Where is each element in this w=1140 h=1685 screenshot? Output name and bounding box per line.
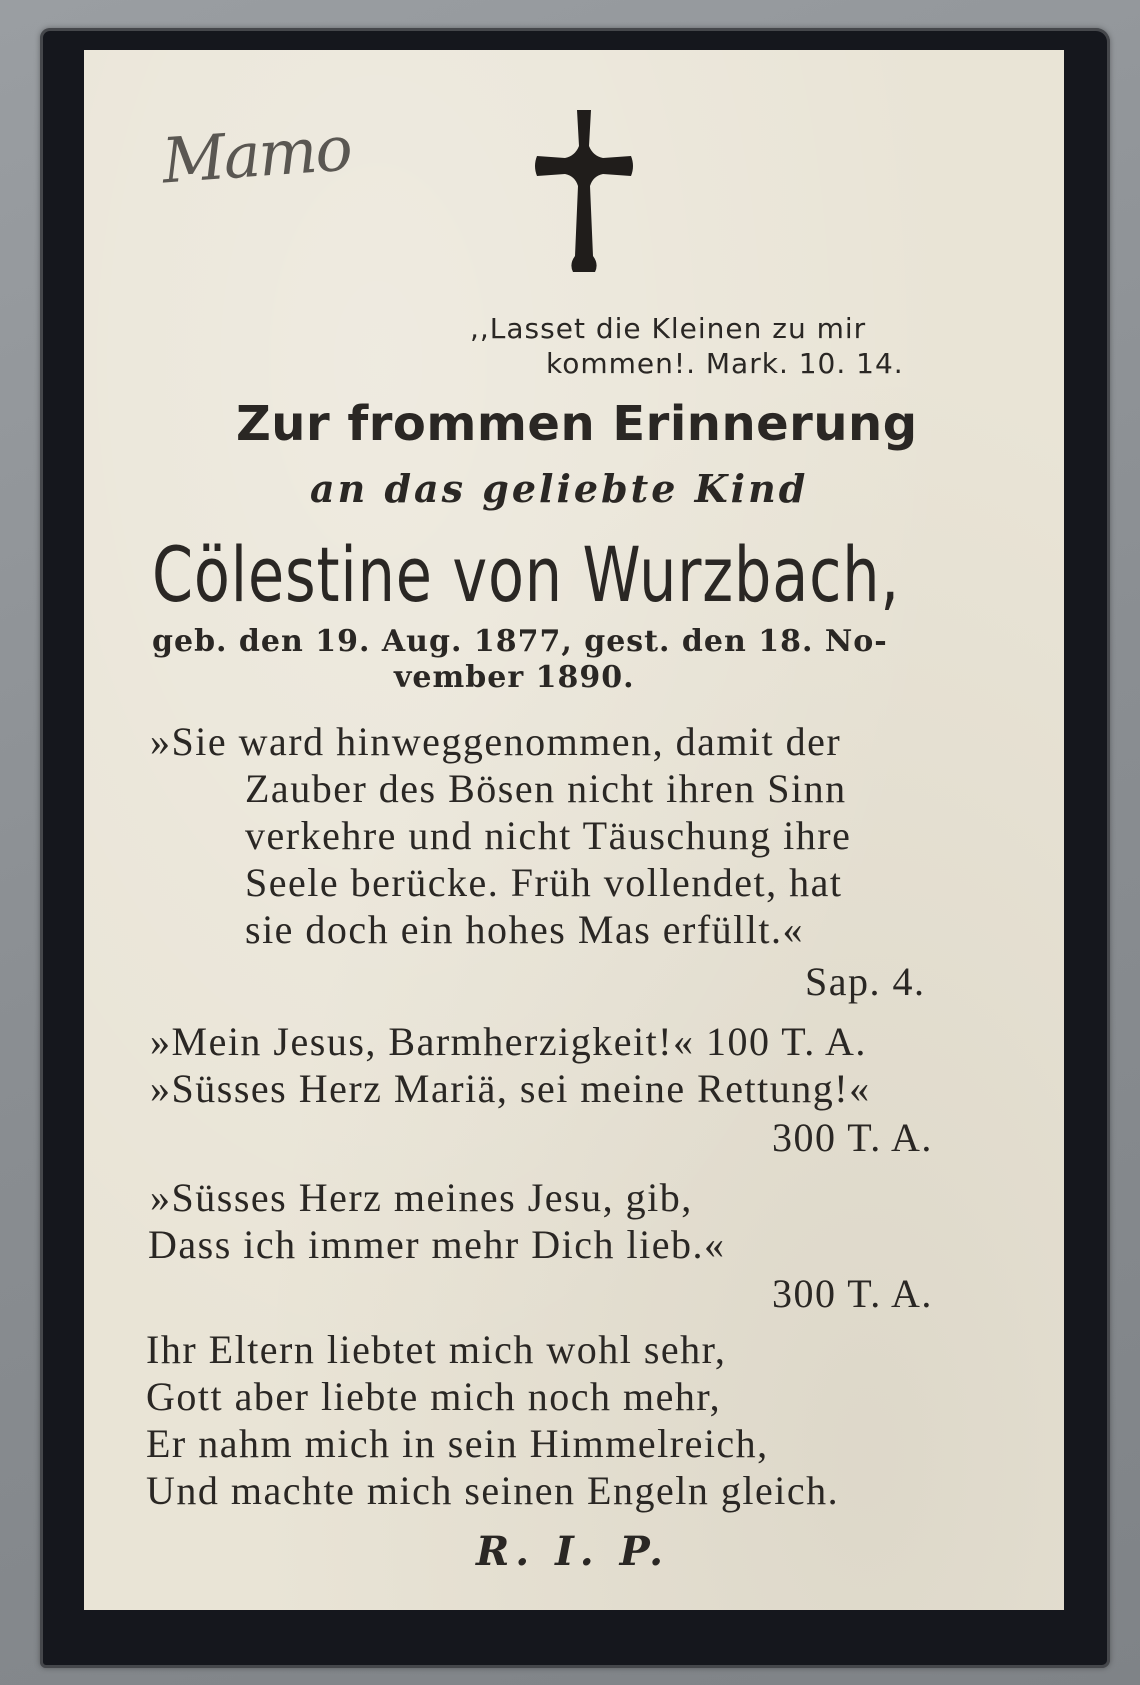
prayer-1: »Mein Jesus, Barmherzigkeit!« 100 T. A.	[150, 1019, 867, 1064]
quote-line: »Sie ward hinweggenommen, damit der	[150, 719, 842, 764]
epigraph-line-2: kommen!. Mark. 10. 14.	[546, 347, 904, 380]
poem-line: Und machte mich seinen Engeln gleich.	[146, 1468, 840, 1513]
quote-reference: Sap. 4.	[805, 959, 926, 1004]
quote-line: verkehre und nicht Täuschung ihre	[245, 813, 852, 858]
poem-line: Gott aber liebte mich noch mehr,	[146, 1374, 722, 1419]
dates-line-2: vember 1890.	[394, 660, 635, 695]
poem-line: Er nahm mich in sein Himmelreich,	[146, 1421, 769, 1466]
card-subtitle: an das geliebte Kind	[310, 466, 809, 511]
deceased-name: Cölestine von Wurzbach,	[152, 530, 900, 619]
epigraph-line-1: ,,Lasset die Kleinen zu mir	[470, 312, 867, 345]
poem-line: Ihr Eltern liebtet mich wohl sehr,	[146, 1327, 727, 1372]
pencil-note: Mamo	[159, 111, 353, 198]
rip-closing: R. I. P.	[476, 1528, 670, 1575]
quote-line: Zauber des Bösen nicht ihren Sinn	[245, 766, 847, 811]
prayer-2-indulgence: 300 T. A.	[772, 1115, 933, 1160]
prayer-3-line-1: »Süsses Herz meines Jesu, gib,	[150, 1175, 693, 1220]
dates-line-1: geb. den 19. Aug. 1877, gest. den 18. No-	[152, 624, 888, 659]
prayer-3-indulgence: 300 T. A.	[772, 1271, 933, 1316]
quote-line: sie doch ein hohes Mas erfüllt.«	[245, 907, 804, 952]
prayer-2: »Süsses Herz Mariä, sei meine Rettung!«	[150, 1066, 871, 1111]
quote-line: Seele berücke. Früh vollendet, hat	[245, 860, 843, 905]
latin-cross-icon	[533, 106, 635, 276]
prayer-3-line-2: Dass ich immer mehr Dich lieb.«	[148, 1222, 726, 1267]
card-title: Zur frommen Erinnerung	[236, 396, 918, 452]
